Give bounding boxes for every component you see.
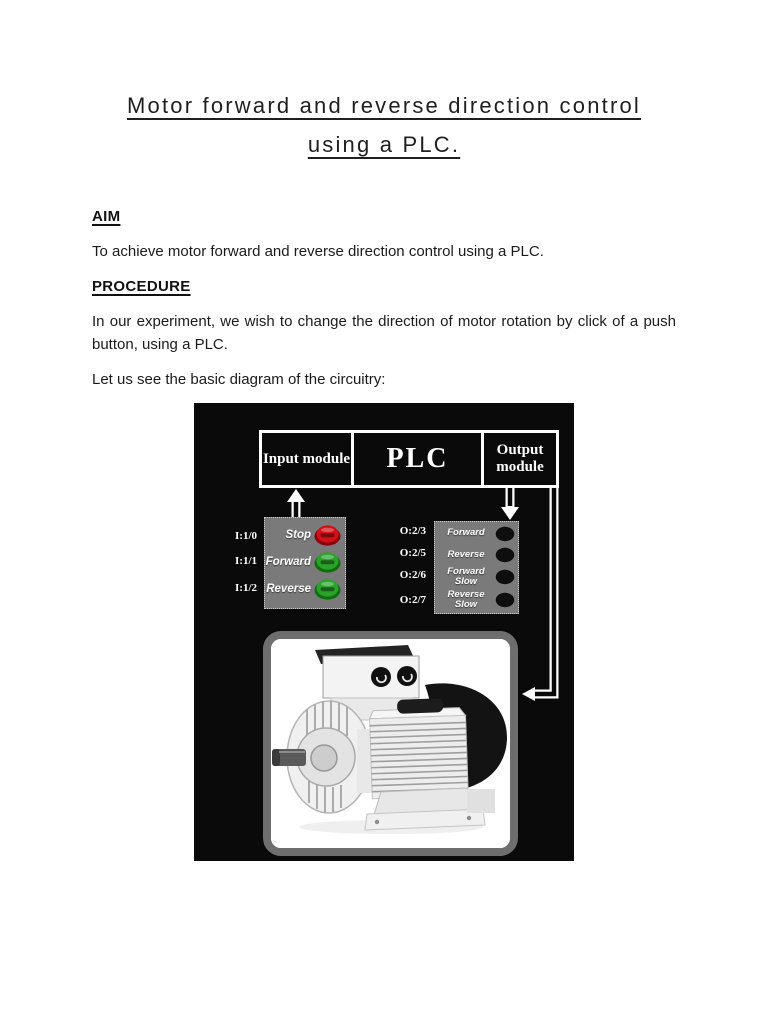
output-label-forward-slow: Forward Slow xyxy=(447,565,485,588)
diagram-intro-text: Let us see the basic diagram of the circuitry: xyxy=(92,371,386,388)
output-label-forward: Forward xyxy=(447,527,485,539)
output-address-1: O:2/5 xyxy=(399,547,426,559)
input-row-reverse xyxy=(266,578,341,600)
input-address-0: I:1/0 xyxy=(235,530,257,542)
page-title-line1: Motor forward and reverse direction control xyxy=(126,93,641,118)
output-row-reverse-slow xyxy=(438,589,515,612)
motor-feed-wire xyxy=(522,488,554,701)
output-address-2: O:2/6 xyxy=(399,569,426,581)
output-row-forward xyxy=(438,523,515,544)
output-module-block: Output module xyxy=(496,442,544,475)
forward-pushbutton-icon xyxy=(314,551,341,573)
output-row-forward-slow xyxy=(438,566,515,589)
input-row-stop xyxy=(269,524,341,546)
output-address-3: O:2/7 xyxy=(399,594,426,606)
input-label-forward: Forward xyxy=(265,555,311,568)
plc-block: PLC xyxy=(351,433,484,485)
procedure-text: In our experiment, we wish to change the direction of motor rotation by click of a push button, using a PLC. xyxy=(92,313,676,353)
input-label-reverse: Reverse xyxy=(266,583,311,596)
output-panel xyxy=(434,521,519,614)
input-row-forward xyxy=(265,551,341,573)
input-label-stop: Stop xyxy=(285,528,311,541)
stop-pushbutton-icon xyxy=(314,524,341,546)
input-module-block: Input module xyxy=(262,450,351,467)
output-row-reverse xyxy=(438,544,515,565)
page-title-line2: using a PLC. xyxy=(307,132,461,157)
output-indicator-dot-icon xyxy=(495,526,515,542)
motor-arrow-icon xyxy=(522,687,535,701)
up-arrow-icon xyxy=(287,489,305,517)
aim-text: To achieve motor forward and reverse direction control using a PLC. xyxy=(92,243,544,260)
output-label-reverse: Reverse xyxy=(447,548,485,560)
output-label-reverse-slow: Reverse Slow xyxy=(447,588,485,611)
procedure-heading: PROCEDURE xyxy=(92,278,191,295)
motor-photo-frame xyxy=(263,631,518,856)
output-address-0: O:2/3 xyxy=(399,525,426,537)
plc-circuit-diagram xyxy=(194,403,574,861)
input-address-2: I:1/2 xyxy=(235,582,257,594)
plc-block-row xyxy=(259,430,559,488)
electric-motor-image xyxy=(271,639,510,848)
aim-heading: AIM xyxy=(92,208,121,225)
reverse-pushbutton-icon xyxy=(314,578,341,600)
page-title xyxy=(40,86,728,164)
down-arrow-icon xyxy=(501,488,519,520)
output-indicator-dot-icon xyxy=(495,569,515,585)
input-panel xyxy=(264,517,346,609)
input-address-1: I:1/1 xyxy=(235,555,257,567)
output-indicator-dot-icon xyxy=(495,547,515,563)
output-indicator-dot-icon xyxy=(495,592,515,608)
document-body xyxy=(92,205,678,391)
